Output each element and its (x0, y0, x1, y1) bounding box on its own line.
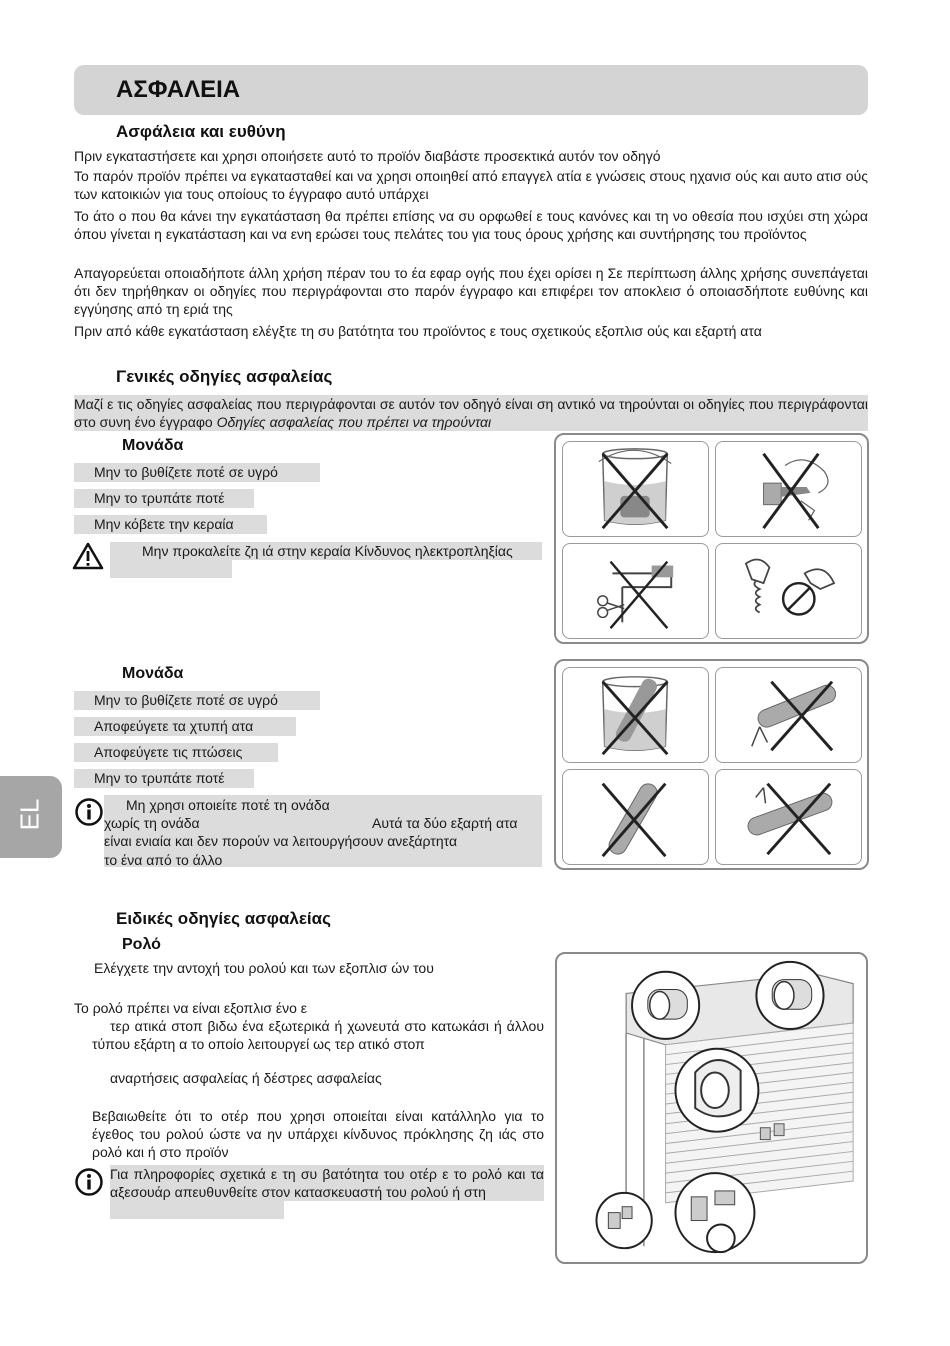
page-title: ΑΣΦΑΛΕΙΑ (116, 76, 241, 103)
list-item: Αποφεύγετε τις πτώσεις (74, 743, 278, 762)
list-item: Μην το τρυπάτε ποτέ (74, 769, 254, 788)
paragraph: Απαγορεύεται οποιαδήποτε άλλη χρήση πέραν του το έα εφαρ ογής που έχει ορίσει η Σε περίπτωση άλλης χρήσης συνεπάγεται ότι δεν τηρήθηκαν οι οδηγίες που περιγράφονται στο παρόν έγγραφο και επιφέρει τον αποκλεισ ό οποιασδήποτε ευθύνης και εγγύησης από τη εριά της (74, 265, 868, 317)
paragraph: Ελέγχετε την αντοχή του ρολού και των εξοπλισ ών του (94, 960, 434, 976)
info-text: Μη χρησι οποιείτε ποτέ τη ονάδα (126, 797, 330, 813)
tube-immersion-prohibited-illustration (562, 667, 709, 763)
list-item: Μην το βυθίζετε ποτέ σε υγρό (74, 463, 320, 482)
tube-impact-prohibited-illustration (562, 769, 709, 865)
info-text: είναι ενιαία και δεν πορούν να λειτουργήσουν ανεξάρτητα (104, 833, 458, 849)
section-heading-safety-responsibility: Ασφάλεια και ευθύνη (116, 122, 286, 141)
antenna-damage-prohibited-illustration (715, 543, 862, 639)
intro-italic-text: Οδηγίες ασφαλείας που πρέπει να τηρούνται (216, 414, 492, 430)
tube-drilling-prohibited-illustration (715, 667, 862, 763)
info-icon (74, 797, 104, 827)
paragraph: Βεβαιωθείτε ότι το οτέρ που χρησι οποιείται είναι κατάλληλο για το έγεθος του ρολού ώστε να ην υπάρχει κίνδυνος πρόκλησης ζη ιάς στο ρολό και ή στο προϊόν (92, 1108, 544, 1160)
highlight-box (110, 560, 232, 578)
info-text: Αυτά τα δύο εξαρτή ατα (372, 815, 518, 831)
illustration-panel (554, 659, 869, 870)
warning-text: Μην προκαλείτε ζη ιά στην κεραία Κίνδυνος ηλεκτροπληξίας (142, 543, 513, 559)
info-text: Για πληροφορίες σχετικά ε τη συ βατότητα του οτέρ ε το ρολό και τα αξεσουάρ απευθυνθείτε στον κατασκευαστή του ρολού ή στη (110, 1166, 544, 1200)
cutting-antenna-prohibited-illustration (562, 543, 709, 639)
info-text: χωρίς τη ονάδα (104, 815, 200, 831)
bullet-text: αναρτήσεις ασφαλείας ή δέστρες ασφαλείας (110, 1070, 382, 1086)
subheading-roller-shutter: Ρολό (122, 936, 161, 953)
language-tab-label: EL (14, 798, 45, 831)
section-heading-specific-safety: Ειδικές οδηγίες ασφαλείας (116, 909, 331, 928)
unit-heading: Μονάδα (122, 665, 184, 682)
info-text: το ένα από το άλλο (104, 852, 223, 868)
list-item: Αποφεύγετε τα χτυπή ατα (74, 717, 296, 736)
section-heading-general-safety: Γενικές οδηγίες ασφαλείας (116, 367, 333, 386)
intro-paragraph (74, 395, 868, 431)
paragraph: Το άτο ο που θα κάνει την εγκατάσταση θα πρέπει επίσης να συ ορφωθεί ε τους κανόνες και τη νο οθεσία που ισχύει στη χώρα όπου γίνεται η εγκατάσταση και να ενη ερώσει τους πελάτες του για τους όρους χρήσης και συντήρησης του προϊόντος (74, 208, 868, 242)
highlight-box (110, 1201, 284, 1219)
intro-text: Μαζί ε τις οδηγίες ασφαλείας που περιγράφονται σε αυτόν τον οδηγό είναι ση αντικό να τηρούνται οι οδηγίες που περιγράφονται στο συνη ένο έγγραφο (74, 396, 868, 430)
immersion-prohibited-illustration (562, 441, 709, 537)
paragraph: Πριν από κάθε εγκατάσταση ελέγξτε τη συ βατότητα του προϊόντος ε τους σχετικούς εξοπλισ ούς και εξαρτή ατα (74, 323, 762, 339)
illustration-panel (554, 433, 869, 644)
drilling-prohibited-illustration (715, 441, 862, 537)
tube-fall-prohibited-illustration (715, 769, 862, 865)
paragraph: Το παρόν προϊόν πρέπει να εγκατασταθεί και να χρησι οποιηθεί από επαγγελ ατία ε γνώσεις στους ηχανισ ούς και αυτο ατισ ούς των κατοικιών για τους οποίους το έγγραφο αυτό υπάρχει (74, 168, 868, 202)
warning-triangle-icon (72, 542, 104, 570)
unit-heading: Μονάδα (122, 437, 184, 454)
list-item: Μην κόβετε την κεραία (74, 515, 267, 534)
list-item: Μην το τρυπάτε ποτέ (74, 489, 254, 508)
list-item: Μην το βυθίζετε ποτέ σε υγρό (74, 691, 320, 710)
paragraph: Το ρολό πρέπει να είναι εξοπλισ ένο ε (74, 1000, 308, 1016)
paragraph: Πριν εγκαταστήσετε και χρησι οποιήσετε αυτό το προϊόν διαβάστε προσεκτικά αυτόν τον οδηγό (74, 148, 661, 164)
bullet-text: τερ ατικά στοπ βιδω ένα εξωτερικά ή χωνευτά στο κατωκάσι ή άλλου τύπου εξάρτη α το οποίο λειτουργεί ως τερ ατικό στοπ (92, 1018, 544, 1052)
roller-shutter-illustration (555, 952, 868, 1264)
info-icon (74, 1167, 104, 1197)
